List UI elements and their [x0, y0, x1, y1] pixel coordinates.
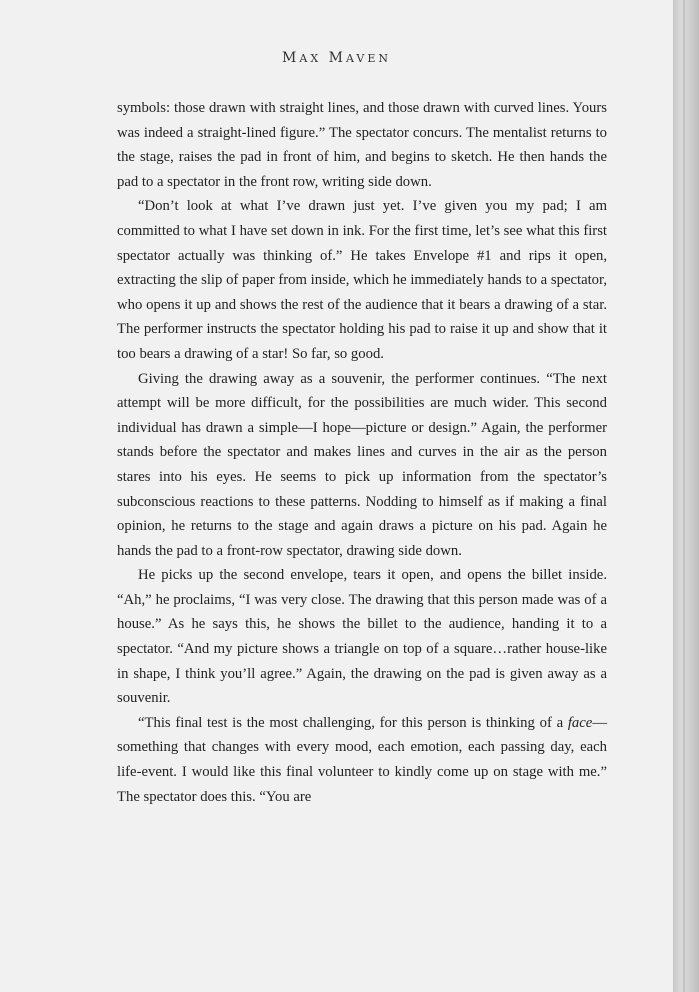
page-edge	[673, 0, 699, 992]
paragraph-3: Giving the drawing away as a souvenir, the performer continues. “The next attempt will be more difficult, for the possibilities are much wider. This second individual has drawn a simple—I hope—picture or design.” Again, the performer stands before the spectator and makes lines and curves in the air as the person stares into his eyes. He seems to pick up information from the spectator’s subconscious reactions to these patterns. Nodding to himself as if making a final opinion, he returns to the stage and again draws a picture on his pad. Again he hands the pad to a front-row spectator, drawing side down.	[117, 370, 607, 559]
paragraph-2: “Don’t look at what I’ve drawn just yet. I’ve given you my pad; I am committed to what I have set down in ink. For the first time, let’s see what this first spectator actually was thinking of.” He takes Envelope #1 and rips it open, extracting the slip of paper from inside, which he immediately hands to a spectator, who opens it up and shows the rest of the audience that it bears a drawing of a star. The performer instructs the spectator holding his pad to raise it up and show that it too bears a drawing of a star! So far, so good.	[117, 198, 607, 362]
paragraph-1: symbols: those drawn with straight lines, and those drawn with curved lines. Yours was indeed a straight-lined figure.” The spectator concurs. The mentalist returns to the stage, raises the pad in front of him, and begins to sketch. He then hands the pad to a spectator in the front row, writing side down.	[117, 100, 607, 190]
paragraph-5-emphasis: face	[567, 714, 593, 731]
paragraph-5-rest: —something that changes with every mood, each emotion, each passing day, each life-event. I would like this final volunteer to kindly come up on stage with me.” The spectator does this. “You are	[117, 714, 607, 805]
running-header: MAX MAVEN	[282, 50, 391, 66]
body-text	[117, 96, 607, 809]
paragraph-4: He picks up the second envelope, tears it open, and opens the billet inside. “Ah,” he proclaims, “I was very close. The drawing that this person made was of a house.” As he says this, he shows the billet to the audience, handing it to a spectator. “And my picture shows a triangle on top of a square…rather house-like in shape, I think you’ll agree.” Again, the drawing on the pad is given away as a souvenir.	[117, 567, 607, 707]
paragraph-5-lead: “This final test is the most challenging, for this person is thinking of a	[138, 714, 568, 731]
paragraph-5	[117, 711, 607, 809]
page-edge-line	[683, 0, 685, 992]
